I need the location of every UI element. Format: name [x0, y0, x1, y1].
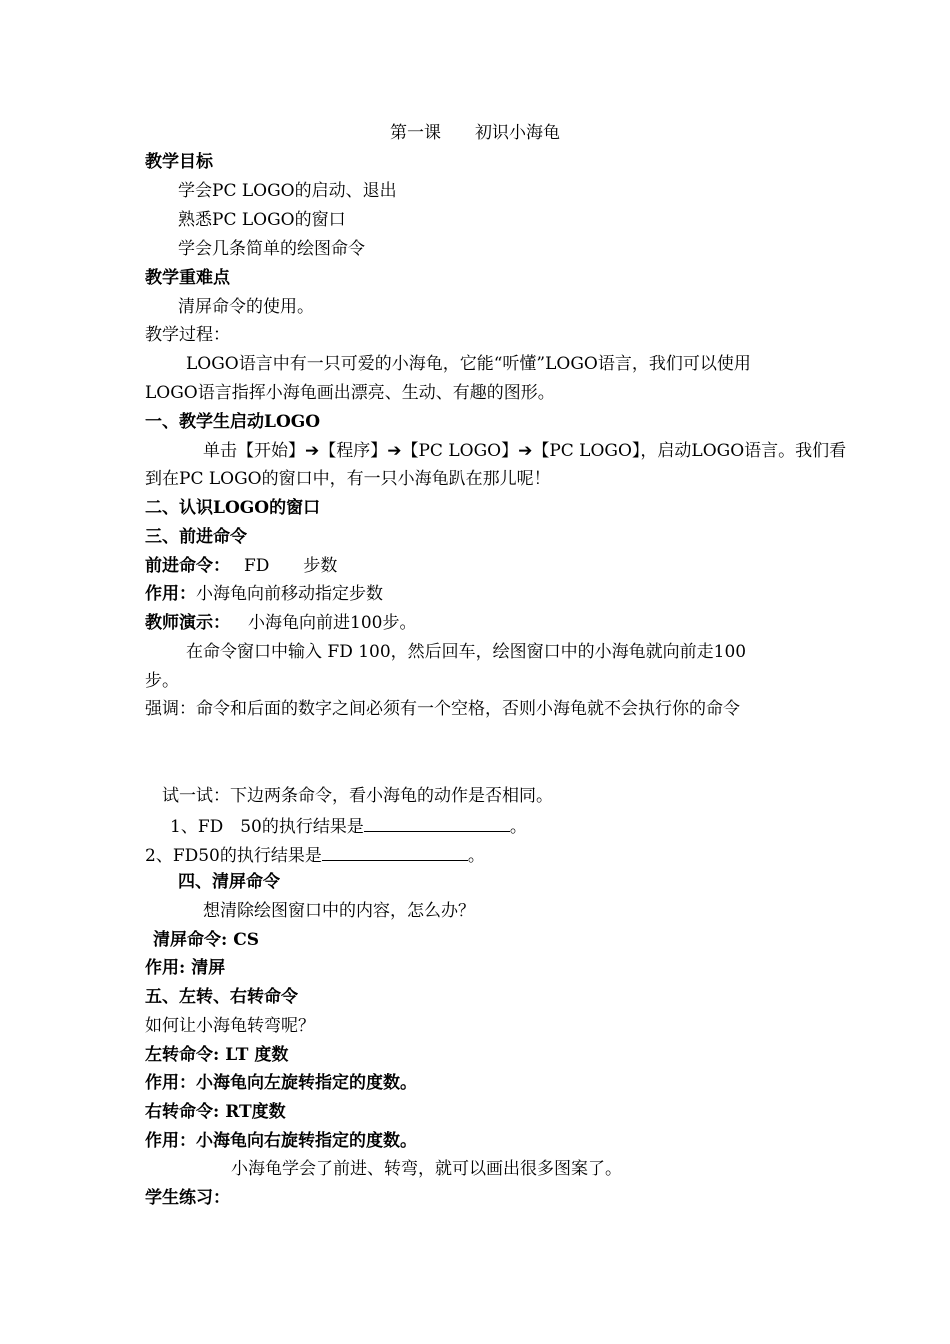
section4-question: 想清除绘图窗口中的内容，怎么办？	[203, 901, 475, 921]
demo-label: 教师演示：	[145, 613, 230, 633]
section1-paragraph-line: 单击【开始】➔【程序】➔【PC LOGO】➔【PC LOGO】，启动LOGO语言。我们看	[203, 441, 847, 461]
lt-command-line: 左转命令: LT 度数	[145, 1045, 289, 1065]
section1-heading: 一、教学生启动LOGO	[145, 412, 321, 432]
demo-value: 小海龟向前进100步。	[248, 613, 417, 633]
try-item-1	[170, 814, 527, 836]
emphasis-note: 强调：命令和后面的数字之间必须有一个空格，否则小海龟就不会执行你的命令	[145, 699, 740, 719]
objective-item: 熟悉PC LOGO的窗口	[178, 210, 346, 230]
rt-effect-line: 作用：小海龟向右旋转指定的度数。	[145, 1131, 417, 1151]
closing-text: 小海龟学会了前进、转弯，就可以画出很多图案了。	[231, 1159, 622, 1179]
key-points-heading: 教学重难点	[145, 268, 230, 288]
objective-item: 学会PC LOGO的启动、退出	[178, 181, 397, 201]
try-item-2	[145, 843, 485, 865]
cs-effect-line: 作用: 清屏	[145, 958, 226, 978]
try-item-1-text: 1、FD 50的执行结果是	[170, 817, 364, 837]
section1-paragraph-line: 到在PC LOGO的窗口中，有一只小海龟趴在那儿呢！	[145, 469, 551, 489]
fd-effect-label: 作用：	[145, 584, 196, 604]
intro-paragraph-line: LOGO语言指挥小海龟画出漂亮、生动、有趣的图形。	[145, 383, 555, 403]
fd-effect-line	[145, 583, 383, 605]
try-item-2-text: 2、FD50的执行结果是	[145, 846, 322, 866]
fd-command-label: 前进命令：	[145, 556, 230, 576]
answer-blank	[322, 843, 468, 861]
fd-command-line	[145, 555, 337, 577]
fd-command-value: FD 步数	[244, 556, 338, 576]
section5-heading: 五、左转、右转命令	[145, 987, 298, 1007]
try-item-1-suffix: 。	[509, 817, 527, 837]
practice-heading: 学生练习：	[145, 1188, 230, 1208]
demo-paragraph-line: 在命令窗口中输入 FD 100，然后回车，绘图窗口中的小海龟就向前走100	[186, 642, 747, 662]
rt-command-line: 右转命令: RT度数	[145, 1102, 286, 1122]
cs-command-line: 清屏命令: CS	[153, 930, 260, 950]
section2-heading: 二、认识LOGO的窗口	[145, 498, 321, 518]
try-item-2-suffix: 。	[467, 846, 485, 866]
intro-paragraph-line: LOGO语言中有一只可爱的小海龟，它能“听懂”LOGO语言，我们可以使用	[186, 354, 751, 374]
objectives-heading: 教学目标	[145, 152, 213, 172]
lt-effect-line: 作用：小海龟向左旋转指定的度数。	[145, 1073, 417, 1093]
key-points-text: 清屏命令的使用。	[178, 297, 314, 317]
answer-blank	[364, 814, 510, 832]
section3-heading: 三、前进命令	[145, 527, 247, 547]
try-intro: 试一试：下边两条命令，看小海龟的动作是否相同。	[162, 786, 553, 806]
fd-effect-value: 小海龟向前移动指定步数	[196, 584, 383, 604]
section4-heading: 四、清屏命令	[178, 872, 280, 892]
section5-question: 如何让小海龟转弯呢？	[145, 1016, 315, 1036]
objective-item: 学会几条简单的绘图命令	[178, 239, 365, 259]
demo-line	[145, 612, 416, 634]
demo-paragraph-line: 步。	[145, 671, 179, 691]
process-heading: 教学过程：	[145, 325, 230, 345]
page-title: 第一课 初识小海龟	[390, 123, 560, 143]
